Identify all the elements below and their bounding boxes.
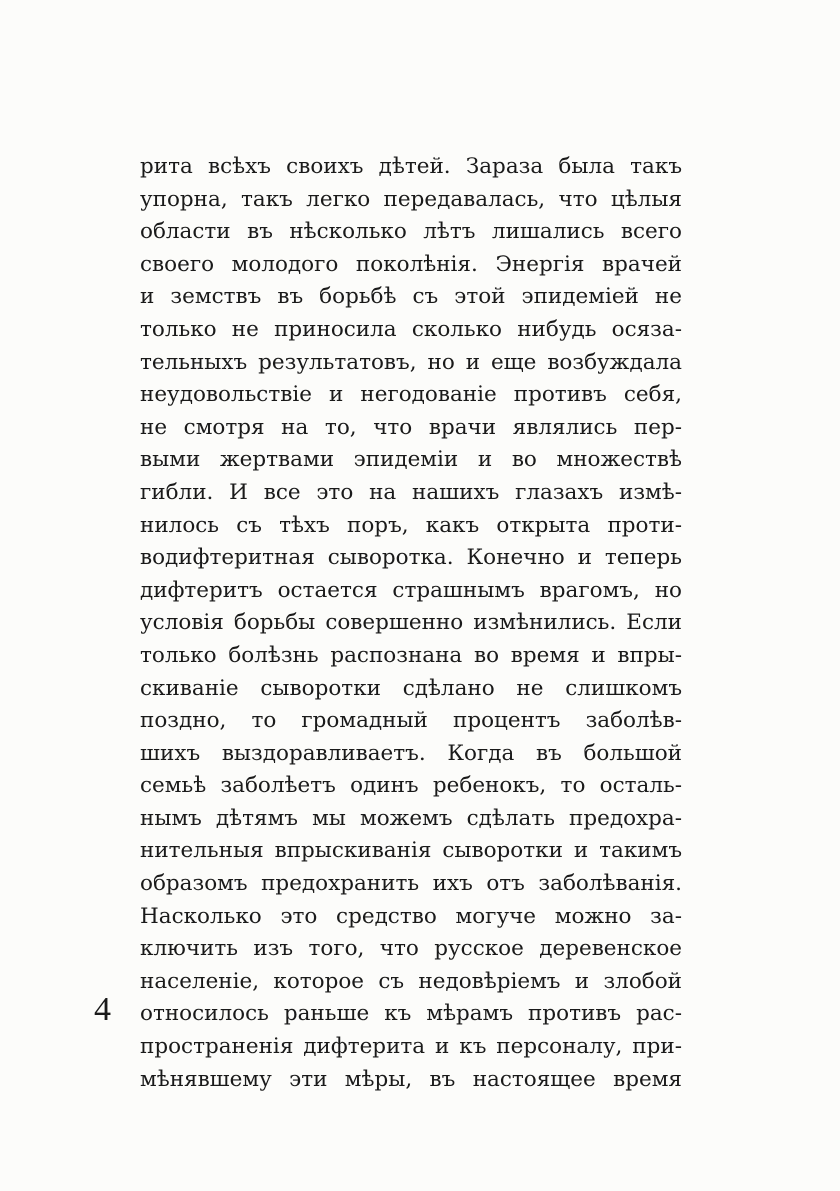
text-line: поздно, то громадный процентъ заболѣв-	[140, 708, 682, 734]
text-line: и земствъ въ борьбѣ съ этой эпидеміей не	[140, 284, 682, 310]
text-line: только болѣзнь распознана во время и впры-	[140, 642, 682, 668]
text-line: нительныя впрыскиванія сыворотки и такимъ	[140, 838, 682, 864]
text-line: условія борьбы совершенно измѣнились. Если	[140, 610, 682, 636]
text-line: семьѣ заболѣетъ одинъ ребенокъ, то осталь-	[140, 773, 682, 799]
text-line: относилось раньше къ мѣрамъ противъ рас-	[140, 1001, 682, 1027]
text-line: водифтеритная сыворотка. Конечно и теперь	[140, 545, 682, 571]
text-line: неудовольствіе и негодованіе противъ себя,	[140, 382, 682, 408]
text-line: рита всѣхъ своихъ дѣтей. Зараза была такъ	[140, 154, 682, 179]
text-line: упорна, такъ легко передавалась, что цѣлыя	[140, 186, 682, 212]
text-line: гибли. И все это на нашихъ глазахъ измѣ-	[140, 479, 682, 505]
text-line: ключить изъ того, что русское деревенское	[140, 936, 682, 962]
text-line: нымъ дѣтямъ мы можемъ сдѣлать предохра-	[140, 805, 682, 831]
text-line: скиваніе сыворотки сдѣлано не слишкомъ	[140, 675, 682, 701]
text-line: нилось съ тѣхъ поръ, какъ открыта проти-	[140, 512, 682, 538]
text-line: выми жертвами эпидеміи и во множествѣ	[140, 447, 682, 473]
text-line: населеніе, которое съ недовѣріемъ и злобой	[140, 968, 682, 994]
text-line: шихъ выздоравливаетъ. Когда въ большой	[140, 740, 682, 766]
text-line: своего молодого поколѣнія. Энергія врачей	[140, 251, 682, 277]
body-text	[140, 151, 682, 1096]
page-number: 4	[94, 991, 111, 1028]
text-line: только не приносила сколько нибудь осяза-	[140, 316, 682, 342]
text-line: Насколько это средство могуче можно за-	[140, 903, 682, 929]
text-line: дифтеритъ остается страшнымъ врагомъ, но	[140, 577, 682, 603]
text-line: образомъ предохранить ихъ отъ заболѣванія.	[140, 871, 682, 897]
text-line: пространенія дифтерита и къ персоналу, при-	[140, 1034, 682, 1060]
text-line: тельныхъ результатовъ, но и еще возбуждала	[140, 349, 682, 375]
text-line: мѣнявшему эти мѣры, въ настоящее время	[140, 1066, 682, 1092]
text-line: области въ нѣсколько лѣтъ лишались всего	[140, 219, 682, 245]
text-line: не смотря на то, что врачи являлись пер-	[140, 414, 682, 440]
